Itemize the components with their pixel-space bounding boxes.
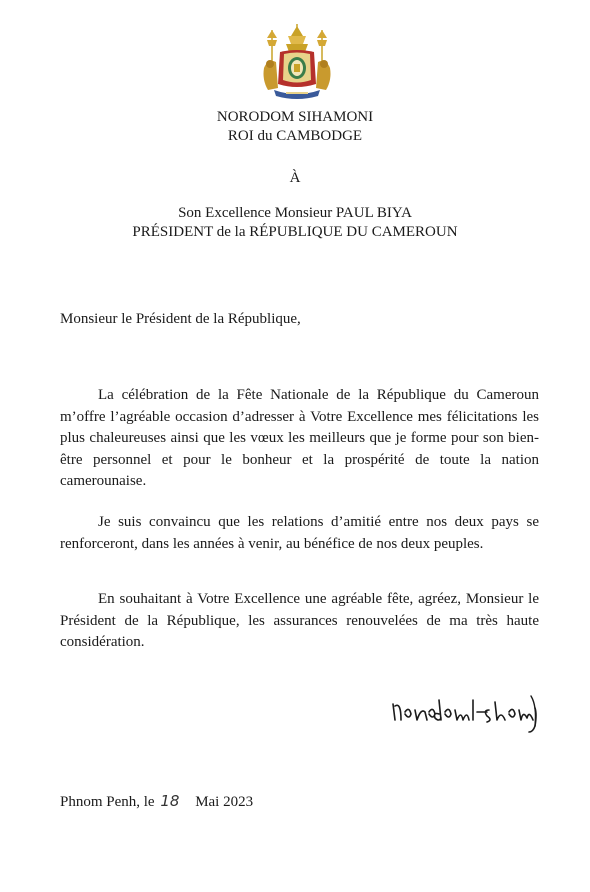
royal-crest-icon [258, 22, 336, 102]
recipient-line-1: Son Excellence Monsieur PAUL BIYA [178, 205, 412, 221]
sender-block [0, 108, 590, 146]
sender-name: NORODOM SIHAMONI [216, 109, 374, 125]
closing-month-year: Mai 2023 [195, 794, 254, 810]
closing-place: Phnom Penh, le [60, 794, 155, 810]
closing-day: 18 [160, 792, 180, 810]
to-marker: À [289, 170, 301, 186]
handwritten-signature [389, 690, 541, 734]
paragraph-3: En souhaitant à Votre Excellence une agréable fête, agréez, Monsieur le Président de la République, les assurances renouvelées de ma très haute considération. [60, 591, 539, 650]
closing-line [60, 792, 253, 811]
sender-title: ROI du CAMBODGE [227, 128, 363, 144]
recipient-line-2: PRÉSIDENT de la RÉPUBLIQUE DU CAMEROUN [132, 224, 458, 240]
paragraph-2: Je suis convaincu que les relations d’amitié entre nos deux pays se renforceront, dans les années à venir, au bénéfice de nos deux peuples. [60, 514, 539, 552]
paragraph-1: La célébration de la Fête Nationale de la République du Cameroun m’offre l’agréable occasion d’adresser à Votre Excellence mes félicitations les plus chaleureuses ainsi que les vœux les meilleurs que je forme pour son bien-être personnel et pour le bonheur et la prospérité de toute la nation camerounaise. [60, 387, 539, 489]
salutation: Monsieur le Président de la République, [60, 311, 301, 327]
recipient-block [0, 204, 590, 242]
